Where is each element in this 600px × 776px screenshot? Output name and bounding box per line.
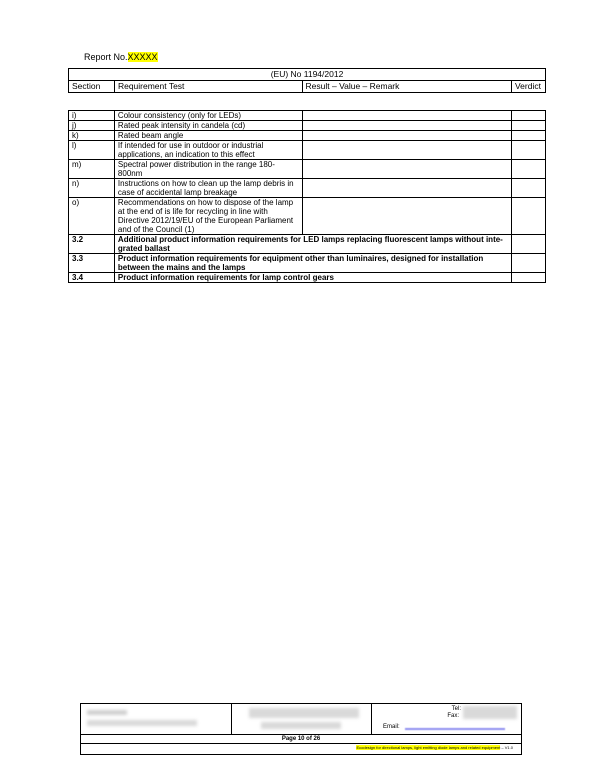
row-verdict bbox=[512, 121, 546, 131]
row-requirement: Recommendations on how to dispose of the lamp at the end of is life for recycling in line with Directive 2012/19/EU of the European Parliament and of the Council (1) bbox=[114, 198, 302, 235]
email-label: Email: bbox=[383, 724, 400, 730]
section-verdict bbox=[512, 254, 546, 273]
footer-note-text: Ecodesign for directional lamps, light emitting diode lamps and related equipment bbox=[356, 745, 501, 750]
row-section: j) bbox=[69, 121, 115, 131]
col-header-section: Section bbox=[69, 81, 115, 93]
footer-version: – V1.0 bbox=[500, 745, 513, 750]
table-row bbox=[69, 141, 546, 160]
row-section: k) bbox=[69, 131, 115, 141]
footer-logo-cell bbox=[231, 704, 372, 734]
table-row bbox=[69, 160, 546, 179]
section-verdict bbox=[512, 273, 546, 283]
table-row bbox=[69, 111, 546, 121]
header-table bbox=[68, 68, 546, 93]
footer-note bbox=[356, 745, 513, 751]
row-section: n) bbox=[69, 179, 115, 198]
col-header-requirement: Requirement Test bbox=[114, 81, 302, 93]
section-row bbox=[69, 235, 546, 254]
row-verdict bbox=[512, 131, 546, 141]
report-number-prefix: Report No. bbox=[84, 52, 128, 62]
section-title: Product information requirements for equipment other than luminaires, designed for installation between the mains and the lamps bbox=[114, 254, 511, 273]
row-result bbox=[302, 131, 511, 141]
row-verdict bbox=[512, 198, 546, 235]
col-header-verdict: Verdict bbox=[511, 81, 545, 93]
table-row bbox=[69, 131, 546, 141]
redacted-phone-fax bbox=[463, 706, 517, 719]
row-result bbox=[302, 160, 511, 179]
row-verdict bbox=[512, 160, 546, 179]
row-section: m) bbox=[69, 160, 115, 179]
row-result bbox=[302, 121, 511, 131]
row-section: l) bbox=[69, 141, 115, 160]
section-number: 3.4 bbox=[69, 273, 115, 283]
row-requirement: Rated beam angle bbox=[114, 131, 302, 141]
footer-contact-row bbox=[81, 704, 521, 735]
row-requirement: Instructions on how to clean up the lamp debris in case of accidental lamp breakage bbox=[114, 179, 302, 198]
report-number-value: XXXXX bbox=[127, 52, 158, 62]
page-footer bbox=[80, 703, 522, 755]
section-title: Product information requirements for lamp control gears bbox=[114, 273, 511, 283]
table-row bbox=[69, 179, 546, 198]
row-verdict bbox=[512, 141, 546, 160]
table-row bbox=[69, 121, 546, 131]
redacted-logo-subtitle bbox=[261, 722, 341, 729]
section-title: Additional product information requirements for LED lamps replacing fluorescent lamps without inte-grated ballast bbox=[114, 235, 511, 254]
redacted-email bbox=[405, 728, 505, 730]
table-row bbox=[69, 198, 546, 235]
section-number: 3.2 bbox=[69, 235, 115, 254]
regulation-title: (EU) No 1194/2012 bbox=[69, 69, 546, 81]
section-row bbox=[69, 273, 546, 283]
row-verdict bbox=[512, 111, 546, 121]
page-number: Page 10 of 26 bbox=[81, 735, 521, 744]
row-requirement: Rated peak intensity in candela (cd) bbox=[114, 121, 302, 131]
row-result bbox=[302, 179, 511, 198]
redacted-company-name bbox=[87, 710, 127, 715]
row-section: o) bbox=[69, 198, 115, 235]
requirements-table bbox=[68, 110, 546, 283]
footer-contact-cell bbox=[371, 704, 521, 734]
row-result bbox=[302, 198, 511, 235]
row-requirement: Spectral power distribution in the range 180-800nm bbox=[114, 160, 302, 179]
fax-label: Fax: bbox=[447, 713, 459, 719]
row-result bbox=[302, 111, 511, 121]
section-number: 3.3 bbox=[69, 254, 115, 273]
redacted-logo bbox=[249, 708, 359, 718]
row-requirement: Colour consistency (only for LEDs) bbox=[114, 111, 302, 121]
section-row bbox=[69, 254, 546, 273]
report-number bbox=[84, 52, 158, 62]
row-section: i) bbox=[69, 111, 115, 121]
tel-label: Tel: bbox=[451, 706, 461, 712]
col-header-result: Result – Value – Remark bbox=[302, 81, 511, 93]
row-requirement: If intended for use in outdoor or industrial applications, an indication to this effect bbox=[114, 141, 302, 160]
footer-company-cell bbox=[81, 704, 232, 734]
row-result bbox=[302, 141, 511, 160]
section-verdict bbox=[512, 235, 546, 254]
row-verdict bbox=[512, 179, 546, 198]
redacted-company-address bbox=[87, 720, 197, 726]
